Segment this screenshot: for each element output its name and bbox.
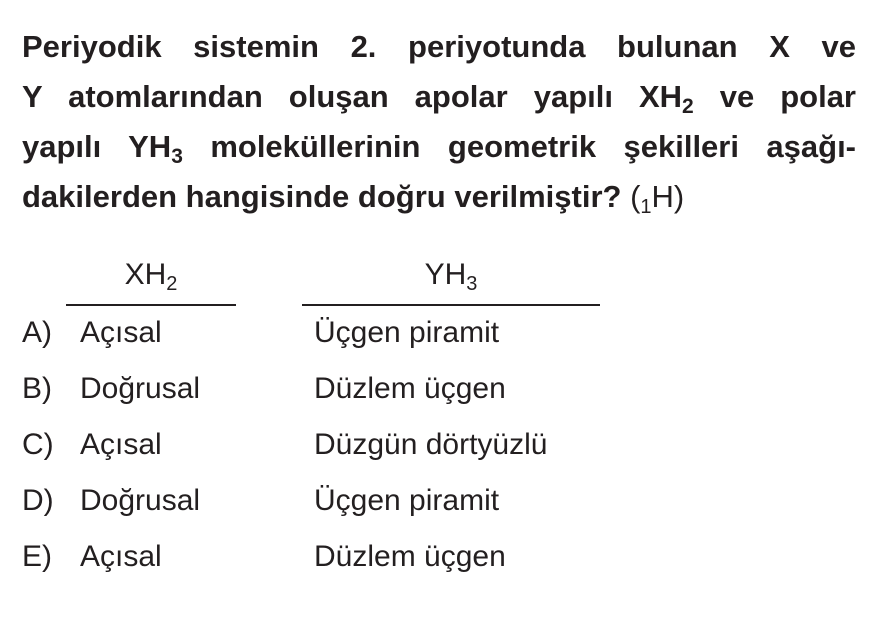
question-line-2 <box>22 72 856 122</box>
question-line-3-part-a: yapılı YH <box>22 129 172 164</box>
option-letter: B) <box>22 372 52 405</box>
option-yh3-shape: Düzgün dörtyüzlü <box>314 428 548 461</box>
option-xh2-shape: Açısal <box>80 540 162 573</box>
option-yh3-shape: Üçgen piramit <box>314 316 500 349</box>
hint-open: ( <box>621 179 641 214</box>
option-xh2-shape: Doğrusal <box>80 372 201 405</box>
option-xh2-shape: Açısal <box>80 316 162 349</box>
atomic-number-hint <box>621 179 685 218</box>
column-header-xh2 <box>66 258 236 295</box>
question-line-2-part-a: Y atomlarından oluşan apolar yapılı XH <box>22 79 683 114</box>
option-letter: C) <box>22 428 54 461</box>
hint-subscript: 1 <box>640 196 652 218</box>
column-rule-xh2 <box>66 304 236 306</box>
question-line-3-subscript: 3 <box>171 145 183 168</box>
question-line-3 <box>22 122 856 172</box>
column-rule-yh3 <box>302 304 600 306</box>
question-line-2-subscript: 2 <box>682 95 694 118</box>
column-header-yh3-label: YH <box>424 258 467 291</box>
option-letter: D) <box>22 484 54 517</box>
option-yh3-shape: Düzlem üçgen <box>314 372 506 405</box>
option-yh3-shape: Üçgen piramit <box>314 484 500 517</box>
option-xh2-shape: Açısal <box>80 428 162 461</box>
option-xh2-shape: Doğrusal <box>80 484 201 517</box>
question-line-4-text: dakilerden hangisinde doğru verilmiştir? <box>22 179 622 214</box>
question-line-2-part-b: ve polar <box>693 79 856 114</box>
option-yh3-shape: Düzlem üçgen <box>314 540 506 573</box>
column-header-xh2-subscript: 2 <box>166 273 178 295</box>
question-text <box>22 22 856 222</box>
question-line-3-part-b: moleküllerinin geometrik şekilleri aşağı- <box>182 129 857 164</box>
option-letter: A) <box>22 316 52 349</box>
question-line-1: Periyodik sistemin 2. periyotunda bulunan X ve <box>22 29 856 64</box>
column-header-xh2-label: XH <box>124 258 167 291</box>
question-line-4 <box>22 172 856 222</box>
column-header-yh3-subscript: 3 <box>466 273 478 295</box>
column-header-yh3 <box>302 258 600 295</box>
option-letter: E) <box>22 540 52 573</box>
hint-rest: H) <box>651 179 685 214</box>
